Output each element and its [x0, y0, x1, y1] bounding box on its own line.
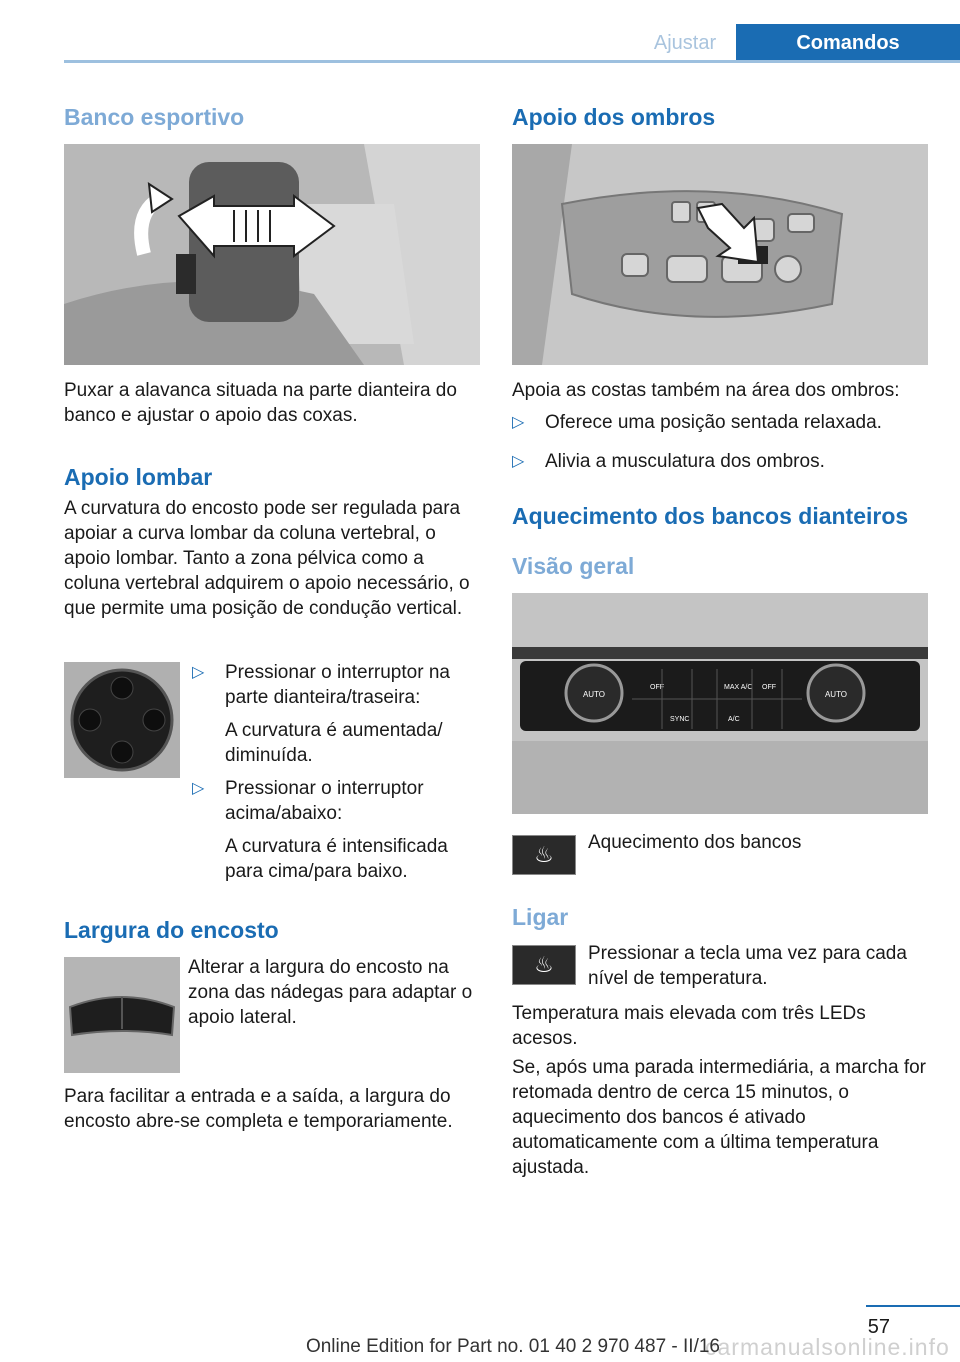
largura-encosto-text: Alterar a largura do encosto na zona das nádegas para adaptar o apoio lateral.	[188, 957, 473, 1028]
list-item: ▷ Pressionar o interruptor na parte dianteira/traseira: A curvatura é aumentada/ diminuída.	[192, 660, 480, 768]
sport-seat-image	[64, 144, 480, 365]
tab-comandos[interactable]: Comandos	[736, 24, 960, 62]
shoulder-support-illustration	[512, 144, 928, 365]
triangle-right-icon: ▷	[192, 780, 205, 797]
header-rule	[64, 60, 960, 63]
width-switch-image	[64, 957, 180, 1073]
visao-geral-heading: Visão geral	[512, 553, 635, 579]
banco-esportivo-heading: Banco esportivo	[64, 104, 245, 130]
panel-off-left: OFF	[650, 684, 664, 691]
climate-panel-illustration	[512, 593, 928, 814]
largura-encosto-heading: Largura do encosto	[64, 917, 279, 943]
apoio-lombar-text: A curvatura do encosto pode ser regulada para apoiar a curva lombar da coluna vertebral, o apoio lombar. Tanto a zona pélvica como a coluna vertebral adquirem o apoio necessário, o que permite uma posição de condução vertical.	[64, 498, 470, 619]
tab-ajustar[interactable]: Ajustar	[653, 31, 717, 54]
apoio-lombar-heading: Apoio lombar	[64, 464, 213, 490]
apoio-ombros-text: Apoia as costas também na área dos ombros:	[512, 380, 900, 401]
width-switch-illustration	[64, 957, 180, 1073]
triangle-right-icon: ▷	[192, 664, 205, 681]
ligar-heading: Ligar	[512, 904, 569, 930]
triangle-right-icon: ▷	[512, 414, 525, 431]
ombros-list	[512, 410, 928, 474]
ligar-paragraph-2: Temperatura mais elevada com três LEDs acesos.	[512, 1003, 866, 1049]
ligar-paragraph-3: Se, após uma parada intermediária, a marcha for retomada dentro de cerca 15 minutos, o aquecimento dos bancos é ativado automaticamente com a última temperatura ajustada.	[512, 1057, 926, 1178]
sport-seat-illustration	[64, 144, 480, 365]
panel-off-right: OFF	[762, 684, 776, 691]
aquecimento-label: Aquecimento dos bancos	[588, 832, 802, 853]
aquecimento-heading: Aquecimento dos bancos dianteiros	[512, 503, 909, 529]
largura-encosto-text2: Para facilitar a entrada e a saída, a largura do encosto abre-se completa e temporariamente.	[64, 1086, 453, 1132]
watermark: carmanualsonline.info	[705, 1334, 950, 1360]
edition-text: Online Edition for Part no. 01 40 2 970 487 - II/16	[305, 1336, 720, 1357]
lumbar-switch-illustration	[64, 662, 180, 778]
panel-auto-right: AUTO	[824, 690, 848, 699]
list-item-detail: A curvatura é aumentada/ diminuída.	[225, 720, 443, 766]
triangle-right-icon: ▷	[512, 453, 525, 470]
panel-auto-left: AUTO	[582, 690, 606, 699]
climate-panel-image	[512, 593, 928, 814]
panel-sync: SYNC	[670, 716, 690, 723]
panel-ac: A/C	[728, 716, 740, 723]
footer-rule	[866, 1305, 960, 1307]
list-item-detail: A curvatura é intensificada para cima/para baixo.	[225, 836, 448, 882]
page-number: 57	[867, 1316, 890, 1338]
ligar-text: Pressionar a tecla uma vez para cada nível de temperatura.	[588, 943, 907, 989]
seat-heating-icon: ♨	[512, 835, 576, 875]
lombar-list	[192, 660, 480, 884]
list-item: ▷ Oferece uma posição sentada relaxada.	[512, 412, 882, 433]
list-item: ▷ Alivia a musculatura dos ombros.	[512, 451, 825, 472]
list-item: ▷ Pressionar o interruptor acima/abaixo: A curvatura é intensificada para cima/para baixo.	[192, 776, 480, 884]
lumbar-switch-image	[64, 662, 180, 778]
panel-max-ac: MAX A/C	[724, 684, 753, 691]
banco-esportivo-text: Puxar a alavanca situada na parte dianteira do banco e ajustar o apoio das coxas.	[64, 380, 457, 426]
seat-heating-icon: ♨	[512, 945, 576, 985]
shoulder-support-image	[512, 144, 928, 365]
apoio-ombros-heading: Apoio dos ombros	[512, 104, 716, 130]
